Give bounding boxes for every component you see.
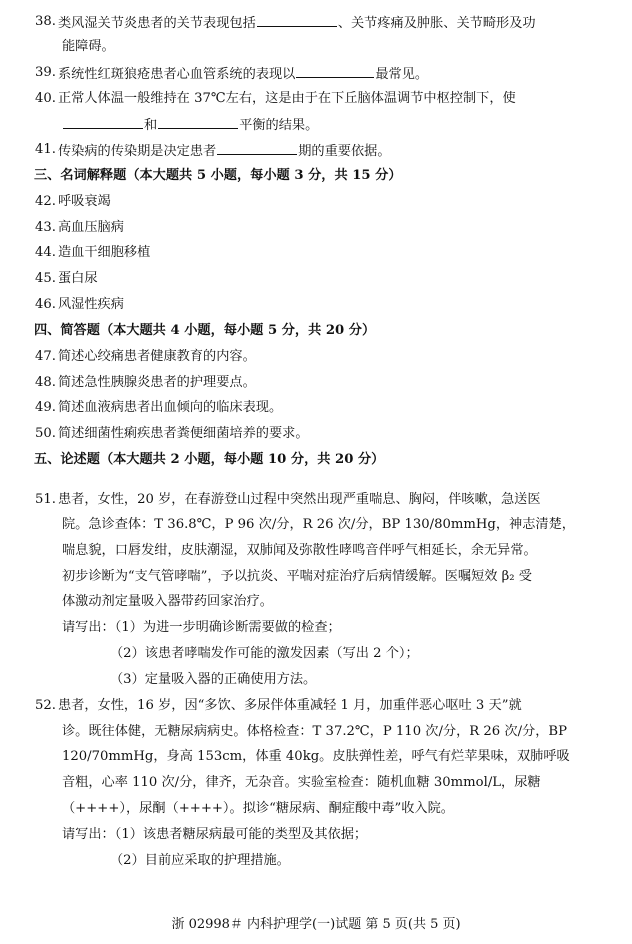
exam-page: 38. 类风湿关节炎患者的关节表现包括 、关节疼痛及肿胀、关节畸形及功 能障碍。 39. 系统性红斑狼疮患者心血管系统的表现以 最常见。 40. 正常人体温一般维持在 37℃左右，这是由于在下丘脑体温调节中枢控制下，使 和 平衡的结果。 41. 传染病的传染期是决定患者 期的重要依据。 三、名词解释题（本大题共 5 小题，每小题 3 分，共 15 分） 42. 呼吸衰竭 43. 高血压脑病 44. 造血干细胞移植 45. 蛋白尿 46. 风湿性疾病 四、简答题（本大题共 4 小题，每小题 5 分，共 20 分） 47. 简述心绞痛患者健康教育的内容。 48. 简述急性胰腺炎患者的护理要点。 49. 简述血液病患者出血倾向的临床表现。 50. 简述细菌性痢疾患者粪便细菌培养的要求。 五、论述题（本大题共 2 小题，每小题 10 分，共 20 分） 51. 患者，女性，20 岁，在春游登山过程中突然出现严重喘息、胸闷，伴咳嗽，急送医 院。急诊查体：T 36.8℃，P 96 次/分，R 26 次/分，BP 130/80mmHg，神志清楚， 喘息貌，口唇发绀，皮肤潮湿，双肺闻及弥散性哮鸣音伴呼气相延长，余无异常。 初步诊断为“支气管哮喘”，予以抗炎、平喘对症治疗后病情缓解。医嘱短效 β₂ 受 体激动剂定量吸入器带药回家治疗。 请写出：（1）为进一步明确诊断需要做的检查； （2）该患者哮喘发作可能的激发因素（写出 2 个）； （3）定量吸入器的正确使用方法。 52. 患者，女性，16 岁，因“多饮、多尿伴体重减轻 1 月，加重伴恶心呕吐 3 天”就 诊。既往体健，无糖尿病病史。体格检查：T 37.2℃，P 110 次/分，R 26 次/分，BP 120/70mmHg，身高 153cm，体重 40kg。皮肤弹性差，呼气有烂苹果味，双肺呼吸 音粗，心率 110 次/分，律齐，无杂音。实验室检查：随机血糖 30mmol/L，尿糖 （++++），尿酮（++++）。拟诊“糖尿病、酮症酸中毒”收入院。 请写出：（1）该患者糖尿病最可能的类型及其依据； （2）目前应采取的护理措施。 浙 02998＃ 内科护理学(一)试题 第 5 页(共 5 页) — [0, 0, 632, 944]
question-39-text-b: 最常见。 — [375, 67, 429, 82]
page-footer: 浙 02998＃ 内科护理学(一)试题 第 5 页(共 5 页) — [171, 917, 461, 932]
answer-blank — [257, 12, 337, 27]
question-38-text-b: 、关节疼痛及肿胀、关节畸形及功 — [337, 16, 536, 31]
question-39-text-a: 系统性红斑狼疮患者心血管系统的表现以 — [58, 67, 296, 82]
answer-blank — [217, 140, 297, 155]
question-38-text-a: 类风湿关节炎患者的关节表现包括 — [58, 16, 256, 31]
answer-blank — [158, 114, 238, 129]
answer-blank — [63, 114, 143, 129]
answer-blank — [296, 63, 374, 78]
